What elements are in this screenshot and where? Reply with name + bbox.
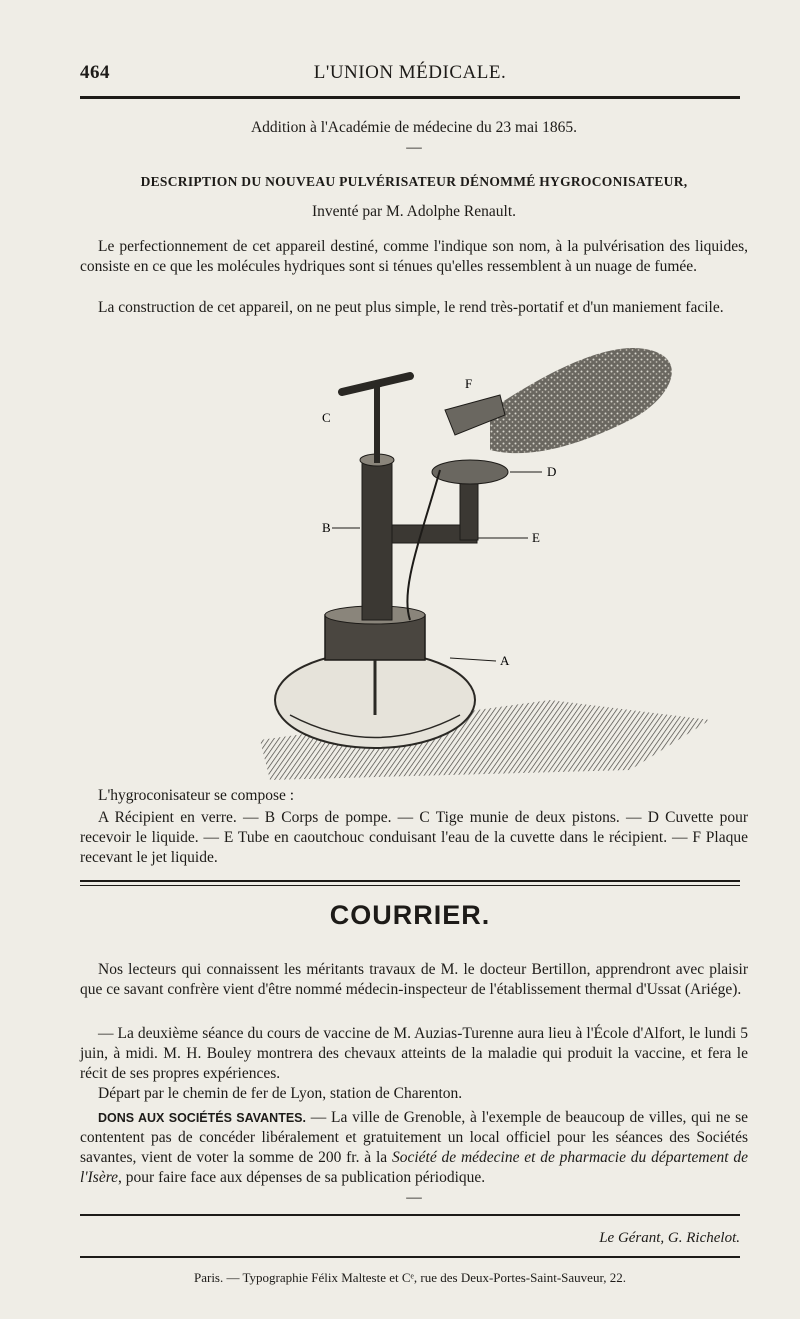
courrier-depart: Départ par le chemin de fer de Lyon, station de Charenton. — [98, 1085, 463, 1102]
inventor-line: Inventé par M. Adolphe Renault. — [311, 203, 517, 220]
dons-society: Société de médecine et de pharmacie du département de l'Isère — [80, 1149, 748, 1186]
legend-text: A Récipient en verre. — B Corps de pompe. — C Tige munie de deux pistons. — D Cuvette pour recevoir le liquide. — E Tube en caoutchouc conduisant l'eau de la cuvette dans le récipient. — F Plaque recevant le jet liquide. — [80, 809, 748, 866]
label-A: A — [500, 653, 510, 668]
section-rule-bottom — [80, 885, 740, 886]
section-rule-top — [80, 880, 740, 882]
courrier-heading: COURRIER. — [329, 900, 491, 930]
legend-intro: L'hygroconisateur se compose : — [98, 787, 295, 804]
gerant-signature: Le Gérant, G. Richelot. — [599, 1230, 740, 1246]
label-D: D — [547, 464, 557, 479]
hygroconisateur-illustration — [250, 340, 710, 780]
header-rule — [80, 96, 740, 99]
page-header — [80, 62, 740, 86]
courrier-vaccine: — La deuxième séance du cours de vaccine de M. Auzias-Turenne aura lieu à l'École d'Alfort, le lundi 5 juin, à midi. M. H. Bouley montrera des chevaux atteints de la maladie qui produit la vaccine, et fera le récit de ses propres expériences. — [80, 1025, 748, 1082]
rubber-tube — [407, 470, 440, 620]
pump-body — [362, 460, 392, 620]
addition-line: Addition à l'Académie de médecine du 23 mai 1865. — [250, 119, 578, 136]
paragraph-construction: La construction de cet appareil, on ne peut plus simple, le rend très-portatif et d'un maniement facile. — [98, 299, 724, 316]
piston-rod — [374, 385, 380, 463]
label-F: F — [465, 376, 473, 391]
footer-rule-bottom — [80, 1256, 740, 1258]
label-C: C — [322, 410, 331, 425]
cup — [432, 460, 508, 484]
courrier-dons — [80, 1108, 748, 1188]
journal-title: L'UNION MÉDICALE. — [313, 62, 507, 83]
addition-dash: — — [406, 139, 422, 156]
label-B: B — [322, 520, 331, 535]
dons-label: DONS AUX SOCIÉTÉS SAVANTES. — [98, 1111, 306, 1125]
end-dash: — — [406, 1189, 422, 1206]
article-title: DESCRIPTION DU NOUVEAU PULVÉRISATEUR DÉNOMMÉ HYGROCONISATEUR, — [140, 174, 688, 189]
spray-cloud — [490, 348, 672, 453]
courrier-bertillon: Nos lecteurs qui connaissent les méritants travaux de M. le docteur Bertillon, apprendront avec plaisir que ce savant confrère vient d'être nommé médecin-inspecteur de l'établissement thermal d'Ussat (Ariége). — [80, 961, 748, 998]
paragraph-intro: Le perfectionnement de cet appareil destiné, comme l'indique son nom, à la pulvérisation des liquides, consiste en ce que les molécules hydriques sont si ténues qu'elles ressemblent à un nuage de fumée. — [80, 238, 748, 275]
dons-text-b: , pour faire face aux dépenses de sa publication périodique. — [118, 1169, 486, 1186]
printer-imprint: Paris. — Typographie Félix Malteste et Cᵉ, rue des Deux-Portes-Saint-Sauveur, 22. — [193, 1270, 627, 1285]
label-E: E — [532, 530, 540, 545]
dons-text-a: — La ville de Grenoble, à l'exemple de beaucoup de villes, qui ne se contentent pas de concéder libéralement et gratuitement un local officiel pour les séances des Sociétés savantes, vient de voter la somme de 200 fr. à la — [80, 1109, 748, 1166]
footer-rule-top — [80, 1214, 740, 1216]
page-number: 464 — [80, 62, 110, 83]
